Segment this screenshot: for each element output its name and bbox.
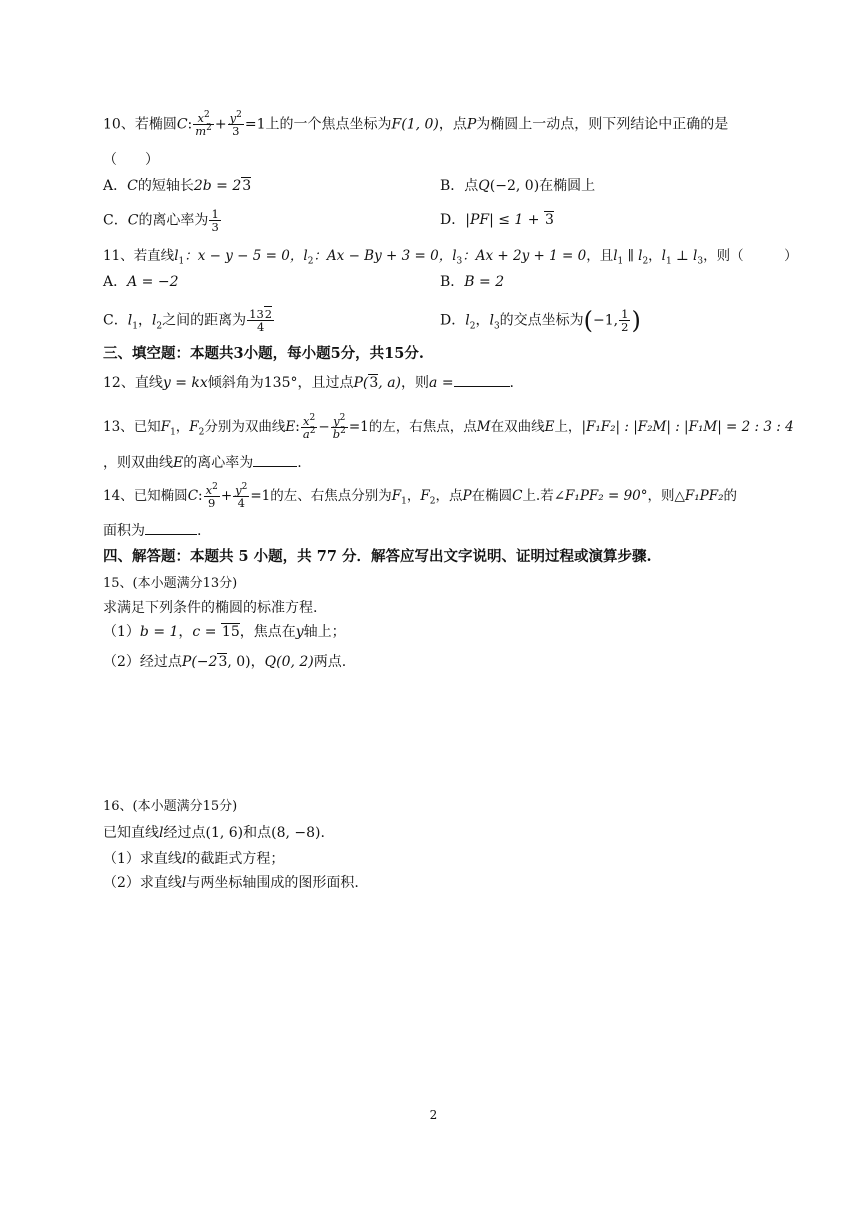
page-number: 2 bbox=[429, 1108, 438, 1122]
q11-option-a: A．A = −2 bbox=[103, 274, 179, 290]
question-16-header: 16、(本小题满分15分) bbox=[103, 799, 238, 814]
question-12: 12、直线y = kx倾斜角为135°，且过点P(3, a)，则a = . bbox=[103, 372, 797, 393]
q11-option-c: C．$l_1$，$l_2$之间的距离为 $\frac{132}{4}$ bbox=[103, 307, 273, 334]
question-11: 11、若直线$l_1$：x − y − 5 = 0，$l_2$：Ax − By + 3 = 0，$l_3$：Ax + 2y + 1 = 0，且$l_1$ ∥ $l_2$，$l_1$ ⊥ $l_3$，则（ ） bbox=[103, 248, 798, 267]
question-10: 10、若椭圆C: $\frac{x^2}{m^2}$ + $\frac{y^2}{3}$ =1上的一个焦点坐标为F(1, 0)，点P为椭圆上一动点，则下列结论中正确的是 bbox=[103, 110, 729, 138]
q11-option-b: B．B = 2 bbox=[440, 274, 505, 290]
question-16-part-1: （1）求直线l的截距式方程； bbox=[103, 851, 285, 867]
question-15-stem: 求满足下列条件的椭圆的标准方程. bbox=[103, 600, 318, 616]
question-14: 14、已知椭圆C: $\frac{x^2}{9}$ + $\frac{y^2}{4}$ =1的左、右焦点分别为$F_1$，$F_2$，点P在椭圆C上.若∠F₁PF₂ = 90°，则△F₁PF₂的 bbox=[103, 482, 738, 510]
question-15-part-1: （1）b = 1，c = 15，焦点在y轴上； bbox=[103, 624, 346, 640]
question-10-paren: （ ） bbox=[103, 152, 159, 168]
question-16-part-2: （2）求直线l与两坐标轴围成的图形面积. bbox=[103, 875, 359, 891]
question-13: 13、已知$F_1$，$F_2$分别为双曲线E: $\frac{x^2}{a^2}$ − $\frac{y^2}{b^2}$ =1的左，右焦点，点M在双曲线E上，|F₁F₂| : |F₂M| : |F₁M| = 2 : 3 : 4 bbox=[103, 413, 794, 441]
section-3-heading: 三、填空题：本题共3小题，每小题5分，共15分. bbox=[103, 345, 424, 362]
question-14-cont: 面积为 . bbox=[103, 520, 797, 541]
q11-option-d: D．$l_2$，$l_3$的交点坐标为(−1, $\frac{1}{2}$ ) bbox=[440, 306, 641, 335]
answer-blank[interactable] bbox=[454, 372, 510, 387]
fraction: $\frac{y^2}{3}$ bbox=[229, 110, 242, 138]
question-15-part-2: （2）经过点P(−23, 0)，Q(0, 2)两点. bbox=[103, 654, 347, 670]
question-16-stem: 已知直线l经过点(1, 6)和点(8, −8). bbox=[103, 825, 325, 841]
q10-option-b: B．点Q(−2, 0)在椭圆上 bbox=[440, 178, 596, 194]
answer-blank[interactable] bbox=[253, 452, 297, 467]
q10-option-c: C．C的离心率为 $\frac{1}{3}$ bbox=[103, 207, 219, 234]
question-15-header: 15、(本小题满分13分) bbox=[103, 576, 238, 591]
section-4-heading: 四、解答题：本题共 5 小题，共 77 分．解答应写出文字说明、证明过程或演算步骤. bbox=[103, 548, 652, 565]
q10-option-a: A．C的短轴长2b = 23 bbox=[103, 178, 252, 194]
q10-option-d: D．|PF| ≤ 1 + 3 bbox=[440, 212, 554, 228]
fraction: $\frac{x^2}{m^2}$ bbox=[195, 110, 212, 138]
question-13-cont: ，则双曲线E的离心率为 . bbox=[103, 452, 797, 473]
answer-blank[interactable] bbox=[145, 520, 197, 535]
